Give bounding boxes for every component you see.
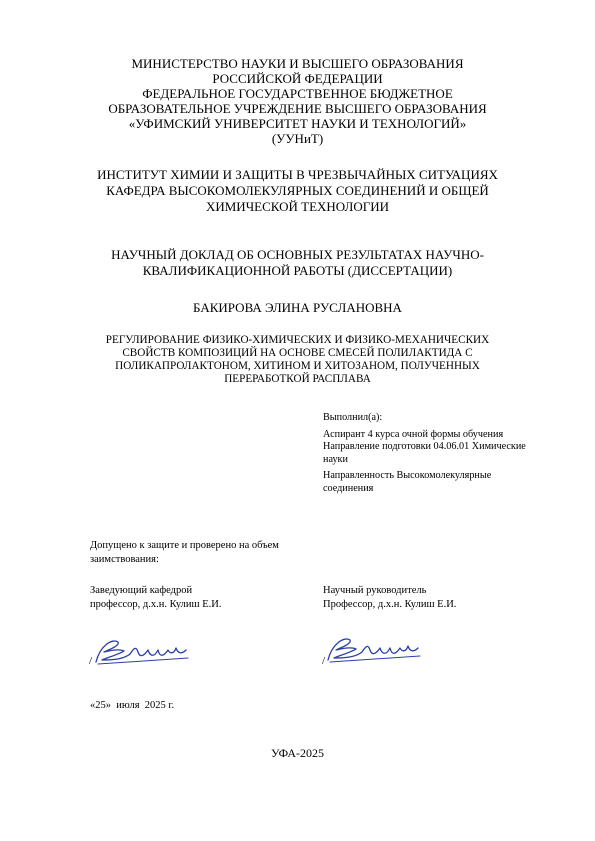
topic-line: ПЕРЕРАБОТКОЙ РАСПЛАВА [224,373,371,385]
city-year: УФА-2025 [271,746,324,760]
author-name: БАКИРОВА ЭЛИНА РУСЛАНОВНА [193,300,402,315]
ministry-header [40,56,555,146]
topic-line: РЕГУЛИРОВАНИЕ ФИЗИКО-ХИМИЧЕСКИХ И ФИЗИКО-МЕХАНИЧЕСКИХ [105,334,490,346]
header-line: МИНИСТЕРСТВО НАУКИ И ВЫСШЕГО ОБРАЗОВАНИЯ [131,56,464,71]
header-line: ФЕДЕРАЛЬНОЕ ГОСУДАРСТВЕННОЕ БЮДЖЕТНОЕ [142,86,453,101]
performed-line: науки [323,453,348,465]
supervisor-signature [322,632,422,672]
institute-line: КАФЕДРА ВЫСОКОМОЛЕКУЛЯРНЫХ СОЕДИНЕНИЙ И ОБЩЕЙ [106,183,489,198]
report-line: КВАЛИФИКАЦИОННОЙ РАБОТЫ (ДИССЕРТАЦИИ) [142,263,453,278]
institute-line: ХИМИЧЕСКОЙ ТЕХНОЛОГИИ [205,199,390,214]
scientific-supervisor [323,584,533,612]
performed-line: соединения [323,482,374,494]
topic-line: СВОЙСТВ КОМПОЗИЦИЙ НА ОСНОВЕ СМЕСЕЙ ПОЛИЛАКТИДА С [122,347,473,359]
performed-by-block [323,412,555,495]
topic-line: ПОЛИКАПРОЛАКТОНОМ, ХИТИНОМ И ХИТОЗАНОМ, ПОЛУЧЕННЫХ [115,360,480,372]
report-title [40,247,555,279]
signature-slash: / [322,655,326,667]
report-line: НАУЧНЫЙ ДОКЛАД ОБ ОСНОВНЫХ РЕЗУЛЬТАТАХ НАУЧНО- [111,247,484,262]
admission-line: Допущено к защите и проверено на объем [90,540,279,551]
head-signature [90,632,190,672]
admission-note [90,539,320,567]
head-title: Заведующий кафедрой [90,585,193,596]
supervisor-title: Научный руководитель [323,585,427,596]
dissertation-topic [40,334,555,386]
head-name: профессор, д.х.н. Кулиш Е.И. [90,599,222,610]
supervisor-name: Профессор, д.х.н. Кулиш Е.И. [323,599,457,610]
header-line: РОССИЙСКОЙ ФЕДЕРАЦИИ [212,71,383,86]
signing-date: «25» июля 2025 г. [90,700,175,711]
performed-title: Выполнил(а): [323,412,383,423]
header-line: «УФИМСКИЙ УНИВЕРСИТЕТ НАУКИ И ТЕХНОЛОГИЙ» [128,116,467,131]
performed-line: Аспирант 4 курса очной формы обучения [323,428,504,440]
institute-line: ИНСТИТУТ ХИМИИ И ЗАЩИТЫ В ЧРЕЗВЫЧАЙНЫХ СИТУАЦИЯХ [97,167,498,182]
admission-line: заимствования: [90,554,159,565]
institute-block [40,167,555,215]
header-line: (УУНиТ) [271,131,324,146]
header-line: ОБРАЗОВАТЕЛЬНОЕ УЧРЕЖДЕНИЕ ВЫСШЕГО ОБРАЗОВАНИЯ [108,101,487,116]
performed-line: Направленность Высокомолекулярные [323,470,492,481]
signature-slash: / [89,655,93,667]
performed-line: Направление подготовки 04.06.01 Химические [323,441,526,452]
head-of-department [90,584,300,612]
